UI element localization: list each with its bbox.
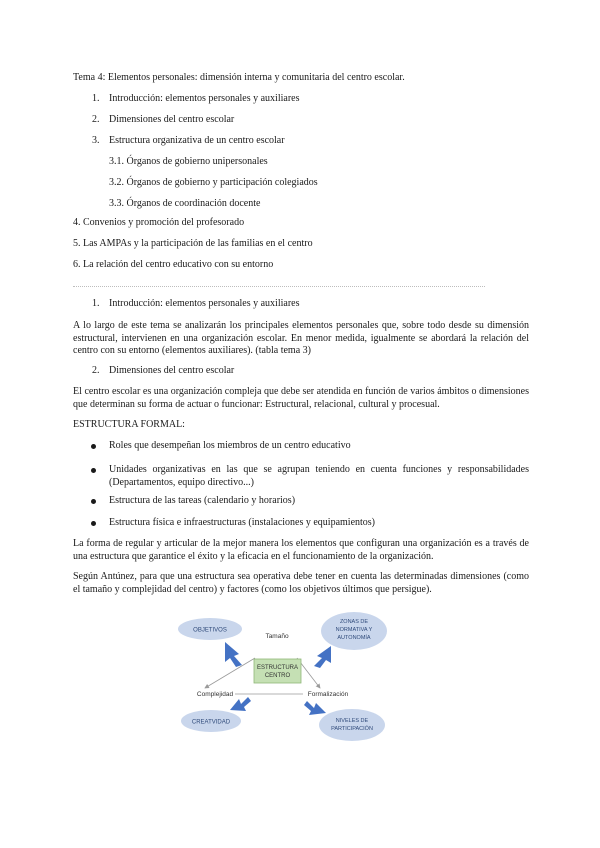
bullet-dot <box>91 444 96 449</box>
bullet-roles: Roles que desempeñan los miembros de un centro educativo <box>109 440 351 451</box>
paragraph-antunez: Según Antúnez, para que una estructura sea operativa debe tener en cuenta las determinadas dimensiones (como el tamaño y complejidad del centro) y factores (como los objetivos últimos que persigue). <box>73 571 529 595</box>
label-formalizacion: Formalización <box>307 691 349 698</box>
zonas-label-line1: ZONAS DE <box>339 619 369 625</box>
center-label-line1: ESTRUCTURA <box>256 665 299 671</box>
index-item-2: Dimensiones del centro escolar <box>109 114 235 125</box>
paragraph-regulation: La forma de regular y articular de la mejor manera los elementos que configuran una organización es a través de una estructura que garantice el éxito y la eficacia en el funcionamiento de la organización. <box>73 538 529 562</box>
structure-diagram <box>175 610 415 745</box>
arrow-zonas <box>314 646 331 668</box>
niveles-label-line2: PARTICIPACIÓN <box>331 726 373 732</box>
section-2-heading: Dimensiones del centro escolar <box>109 365 235 376</box>
zonas-label-line3: AUTONOMÍA <box>337 635 371 641</box>
page-title: Tema 4: Elementos personales: dimensión interna y comunitaria del centro escolar. <box>73 72 405 83</box>
index-item-3-number: 3. <box>92 135 100 146</box>
objetivos-label: OBJETIVOS <box>193 627 227 634</box>
index-item-3: Estructura organizativa de un centro escolar <box>109 135 285 146</box>
index-item-1: Introducción: elementos personales y auxiliares <box>109 93 300 104</box>
index-subitem-3-2: 3.2. Órganos de gobierno y participación colegiados <box>109 177 318 188</box>
index-item-6: 6. La relación del centro educativo con su entorno <box>73 259 274 270</box>
index-item-5: 5. Las AMPAs y la participación de las familias en el centro <box>73 238 313 249</box>
section-1-number: 1. <box>92 298 100 309</box>
index-item-2-number: 2. <box>92 114 100 125</box>
index-item-4: 4. Convenios y promoción del profesorado <box>73 217 245 228</box>
center-box <box>254 659 301 683</box>
arrow-objetivos <box>225 642 242 667</box>
arrow-niveles <box>304 701 326 715</box>
bullet-dot <box>91 499 96 504</box>
label-tamano: Tamaño <box>265 633 289 640</box>
section-2-body: El centro escolar es una organización compleja que debe ser atendida en función de varios ámbitos o dimensiones que determinan su forma de actuar o funcionar: Estructural, relacional, cultural y procesual. <box>73 386 529 410</box>
section-2-number: 2. <box>92 365 100 376</box>
index-subitem-3-3: 3.3. Órganos de coordinación docente <box>109 198 261 209</box>
bullet-units: Unidades organizativas en las que se agrupan teniendo en cuenta funciones y responsabilidades (Departamentos, equipo directivo...) <box>109 464 529 488</box>
section-1-body: A lo largo de este tema se analizarán los principales elementos personales que, sobre todo desde su dimensión estructural, intervienen en una organización escolar. En menor medida, igualmente se abordará la relación del centro con su entorno (elementos auxiliares). (tabla tema 3) <box>73 320 529 356</box>
line-tamano-complejidad <box>205 658 255 688</box>
index-item-1-number: 1. <box>92 93 100 104</box>
index-subitem-3-1: 3.1. Órganos de gobierno unipersonales <box>109 156 268 167</box>
section-1-heading: Introducción: elementos personales y auxiliares <box>109 298 300 309</box>
ellipse-niveles <box>319 709 385 741</box>
bullet-dot <box>91 468 96 473</box>
bullet-dot <box>91 521 96 526</box>
creatividad-label: CREATVIDAD <box>191 719 231 726</box>
arrow-creatividad <box>230 697 251 711</box>
section-divider <box>73 286 485 287</box>
bullet-physical: Estructura física e infraestructuras (instalaciones y equipamientos) <box>109 517 376 528</box>
bullet-tasks: Estructura de las tareas (calendario y horarios) <box>109 495 296 506</box>
niveles-label-line1: NIVELES DE <box>335 718 369 724</box>
label-complejidad: Complejidad <box>196 691 234 698</box>
center-label-line2: CENTRO <box>264 673 291 679</box>
structure-formal-heading: ESTRUCTURA FORMAL: <box>73 419 185 430</box>
zonas-label-line2: NORMATIVA Y <box>335 627 373 633</box>
